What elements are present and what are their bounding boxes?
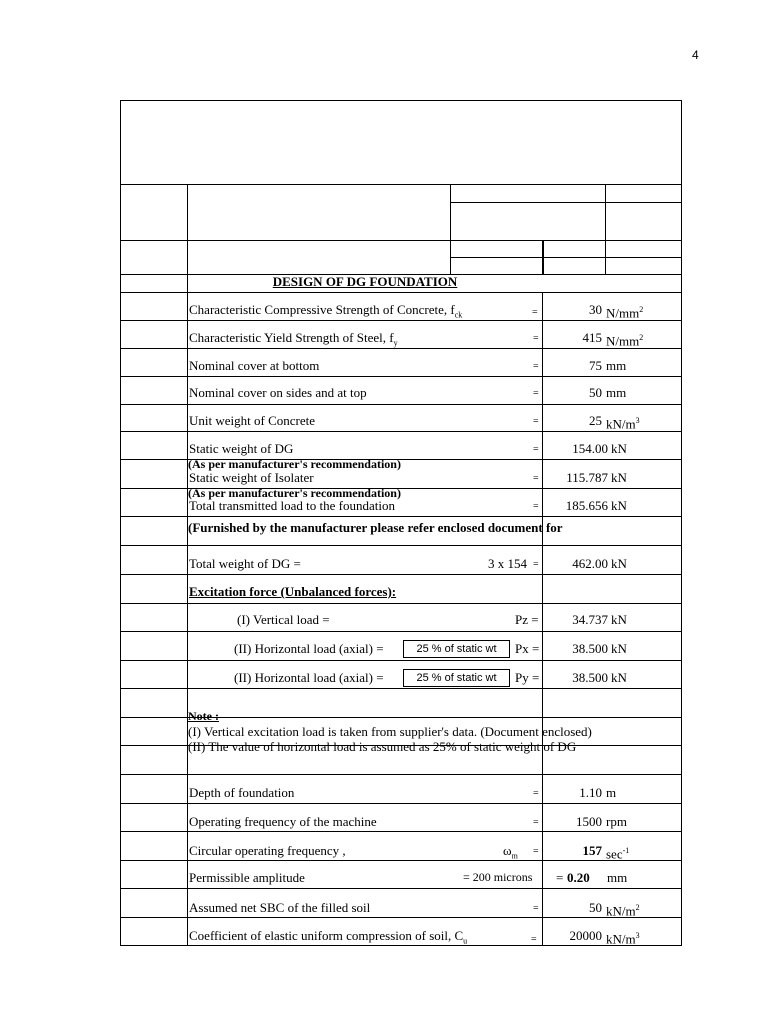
total-weight-unit: kN [611,556,627,571]
unit-weight-unit: $kN/m^3$ [606,416,640,432]
amplitude-eq: = [556,870,564,885]
horizontal-y-unit: kN [611,670,627,685]
circ-freq-value: 157 [582,843,602,858]
note-line-1: (I) Vertical excitation load is taken from supplier's data. (Document enclosed) [188,724,592,739]
cu-label: Coefficient of elastic uniform compression of soil, $C_u$ [189,928,468,946]
fck-unit: $N/mm^2$ [606,305,644,321]
furnished-note: (Furnished by the manufacturer please refer enclosed document for [188,520,563,535]
total-transmitted-eq: = [533,501,539,512]
amplitude-unit: mm [607,870,628,885]
total-weight-calc: 3 x 154 [488,556,527,571]
total-transmitted-label: Total transmitted load to the foundation [189,498,395,513]
vertical-load-value: 34.737 [572,612,608,627]
fy-label: Characteristic Yield Strength of Steel, $f_y$ [189,330,398,348]
total-transmitted-unit: kN [611,498,627,513]
total-weight-value: 462.00 [572,556,608,571]
static-dg-unit: kN [611,441,627,456]
cu-eq: = [531,934,537,945]
total-weight-label: Total weight of DG = [189,556,301,571]
vertical-load-label: (I) Vertical load = [237,612,330,627]
op-freq-unit: rpm [606,814,627,829]
fck-eq: = [532,307,538,318]
total-transmitted-value: 185.656 [565,498,608,513]
cover-sides-label: Nominal cover on sides and at top [189,385,367,400]
amplitude-label: Permissible amplitude [189,870,305,885]
cover-bottom-label: Nominal cover at bottom [189,358,320,373]
cover-bottom-value: 75 [589,358,602,373]
sbc-label: Assumed net SBC of the filled soil [189,900,371,915]
horizontal-x-unit: kN [611,641,627,656]
unit-weight-value: 25 [589,413,602,428]
cover-bottom-unit: mm [606,358,627,373]
static-isolater-value: 115.787 [566,470,608,485]
circ-freq-label: Circular operating frequency , [189,843,346,858]
sbc-value: 50 [589,900,602,915]
cu-unit: $kN/m^3$ [606,931,640,947]
page-number: 4 [692,48,699,62]
static-isolater-note: (As per manufacturer's recommendation) [188,486,401,500]
op-freq-value: 1500 [576,814,602,829]
depth-unit: m [606,785,617,800]
depth-value: 1.10 [579,785,602,800]
circ-freq-unit: $\sec^{-1}$ [606,846,630,862]
omega-symbol: $\omega_m$ [503,843,518,861]
horizontal-x-sym: Px = [515,641,540,656]
horizontal-x-label: (II) Horizontal load (axial) = [234,641,384,656]
cover-bottom-eq: = [533,361,539,372]
amplitude-calc: = 200 microns [463,870,533,884]
static-dg-label: Static weight of DG [189,441,294,456]
amplitude-value: 0.20 [567,870,590,885]
circ-freq-eq: = [533,846,539,857]
page-title: DESIGN OF DG FOUNDATION [272,274,458,289]
cover-sides-value: 50 [589,385,602,400]
op-freq-label: Operating frequency of the machine [189,814,377,829]
fy-eq: = [533,333,539,344]
vertical-load-sym: Pz = [515,612,539,627]
sbc-unit: $kN/m^2$ [606,903,640,919]
horizontal-y-box: 25 % of static wt [403,669,510,687]
static-dg-eq: = [533,444,539,455]
depth-label: Depth of foundation [189,785,295,800]
excitation-heading: Excitation force (Unbalanced forces): [189,584,397,599]
horizontal-y-value: 38.500 [572,670,608,685]
cover-sides-unit: mm [606,385,627,400]
cu-value: 20000 [569,928,602,943]
fy-unit: $N/mm^2$ [606,333,644,349]
depth-eq: = [533,788,539,799]
sbc-eq: = [533,903,539,914]
static-isolater-eq: = [533,473,539,484]
horizontal-x-value: 38.500 [572,641,608,656]
fy-value: 415 [582,330,602,345]
horizontal-y-sym: Py = [515,670,540,685]
vertical-load-unit: kN [611,612,627,627]
total-weight-eq: = [533,559,539,570]
static-dg-note: (As per manufacturer's recommendation) [188,457,401,471]
fck-value: 30 [589,302,602,317]
static-dg-value: 154.00 [572,441,608,456]
unit-weight-label: Unit weight of Concrete [189,413,315,428]
note-heading: Note : [188,709,219,723]
static-isolater-label: Static weight of Isolater [189,470,314,485]
horizontal-x-box: 25 % of static wt [403,640,510,658]
cover-sides-eq: = [533,388,539,399]
note-line-2: (II) The value of horizontal load is assumed as 25% of static weight of DG [188,739,577,754]
horizontal-y-label: (II) Horizontal load (axial) = [234,670,384,685]
static-isolater-unit: kN [611,470,627,485]
unit-weight-eq: = [533,416,539,427]
fck-label: Characteristic Compressive Strength of Concrete, $f_{ck}$ [189,302,463,320]
op-freq-eq: = [533,817,539,828]
